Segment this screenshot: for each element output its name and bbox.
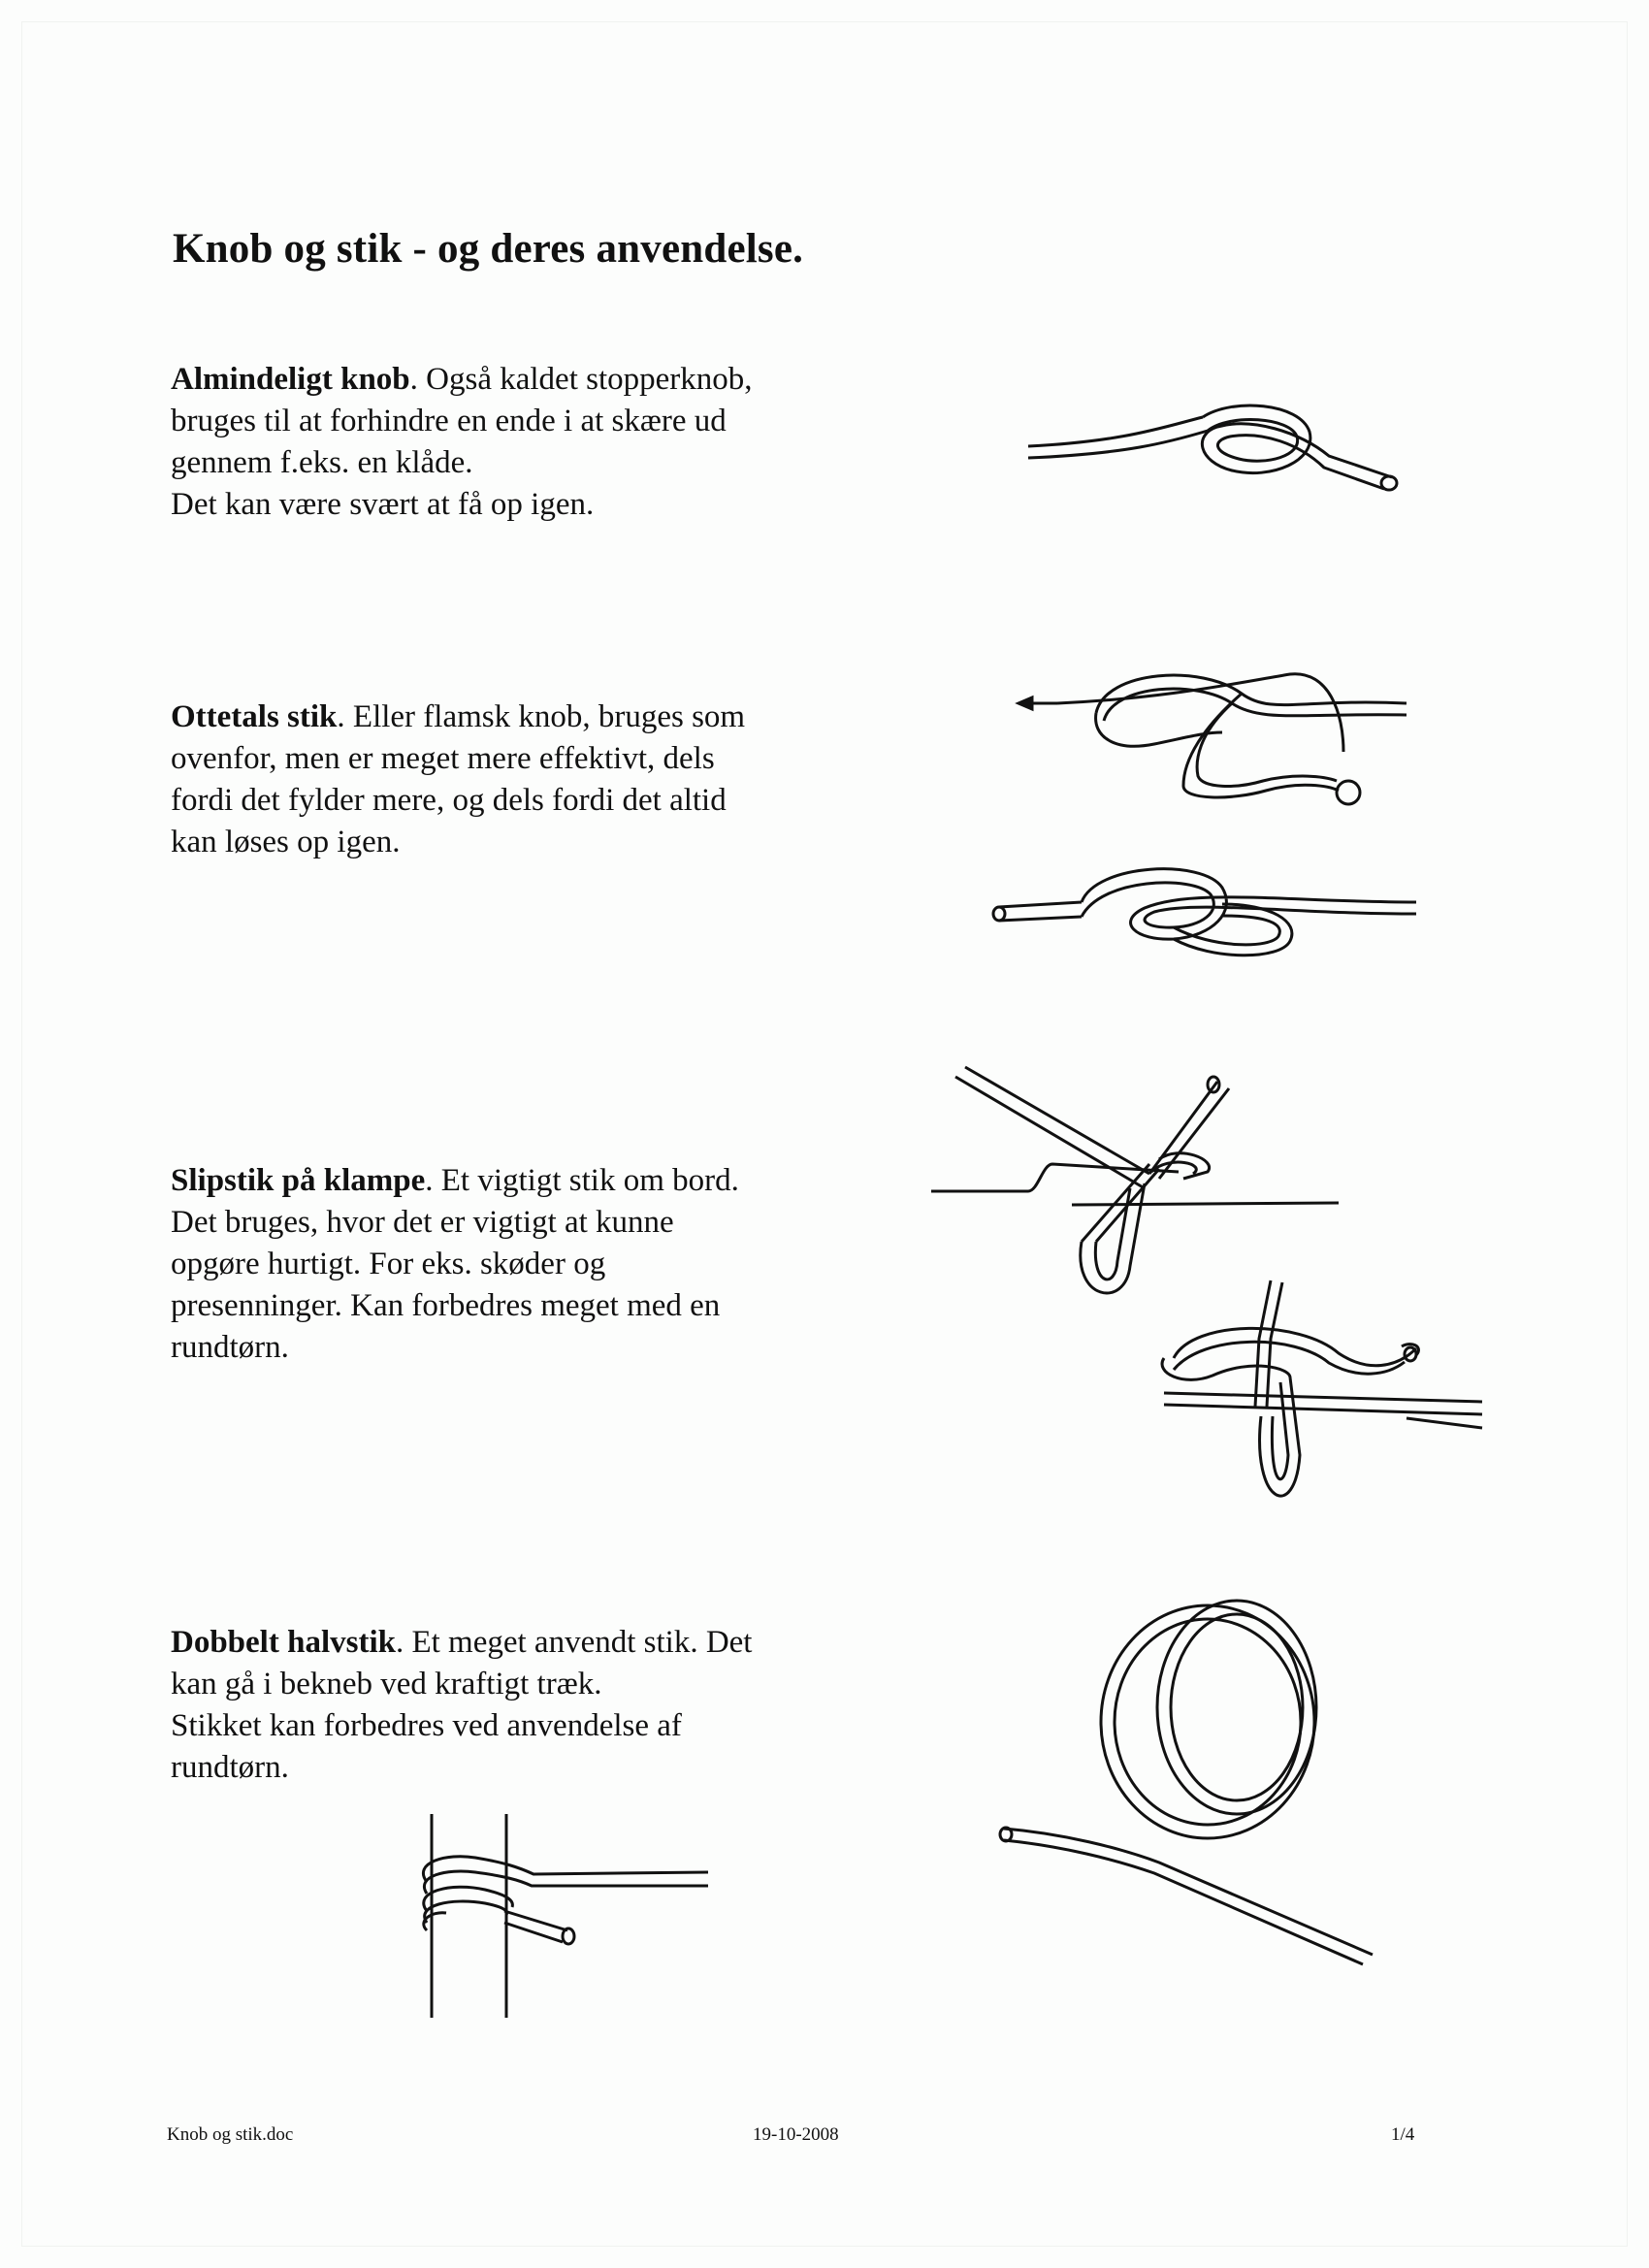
section-line: kan gå i bekneb ved kraftigt træk. bbox=[171, 1667, 602, 1701]
section-line: rundtørn. bbox=[171, 1330, 289, 1365]
section-line: . Et vigtigt stik om bord. bbox=[425, 1163, 739, 1198]
section-line: fordi det fylder mere, og dels fordi det altid bbox=[171, 783, 727, 818]
section-heading: Dobbelt halvstik bbox=[171, 1625, 396, 1660]
section-line: Stikket kan forbedres ved anvendelse af bbox=[171, 1708, 682, 1743]
section-line: opgøre hurtigt. For eks. skøder og bbox=[171, 1247, 606, 1281]
footer-date: 19-10-2008 bbox=[753, 2124, 839, 2145]
section-heading: Ottetals stik bbox=[171, 699, 338, 734]
footer-filename: Knob og stik.doc bbox=[167, 2124, 294, 2145]
section-line: Det kan være svært at få op igen. bbox=[171, 487, 595, 522]
section-line: presenninger. Kan forbedres meget med en bbox=[171, 1288, 721, 1323]
section-line: . Også kaldet stopperknob, bbox=[409, 362, 753, 397]
section-line: kan løses op igen. bbox=[171, 825, 401, 859]
footer-page-number: 1/4 bbox=[1391, 2124, 1415, 2145]
section-heading: Slipstik på klampe bbox=[171, 1163, 426, 1198]
clove-hitch-post-illustration bbox=[407, 1814, 728, 2018]
section-dobbelt-halvstik bbox=[171, 1622, 850, 1789]
section-line: bruges til at forhindre en ende i at skære ud bbox=[171, 404, 727, 438]
section-line: rundtørn. bbox=[171, 1750, 289, 1785]
section-line: Det bruges, hvor det er vigtigt at kunne bbox=[171, 1205, 674, 1240]
section-line: ovenfor, men er meget mere effektivt, dels bbox=[171, 741, 715, 776]
cleat-hitch-step-2-illustration bbox=[1135, 1261, 1494, 1523]
section-line: gennem f.eks. en klåde. bbox=[171, 445, 473, 480]
section-line: . Et meget anvendt stik. Det bbox=[395, 1625, 753, 1660]
section-line: . Eller flamsk knob, bruges som bbox=[337, 699, 746, 734]
section-heading: Almindeligt knob bbox=[171, 362, 410, 397]
figure-eight-step-1-illustration bbox=[999, 645, 1426, 820]
section-ottetals-stik bbox=[171, 697, 850, 863]
clove-hitch-loops-illustration bbox=[994, 1596, 1382, 1945]
figure-eight-step-2-illustration bbox=[980, 844, 1426, 980]
overhand-knot-illustration bbox=[1009, 388, 1416, 504]
page-title: Knob og stik - og deres anvendelse. bbox=[173, 226, 804, 272]
section-almindeligt-knob bbox=[171, 359, 850, 526]
section-slipstik-paa-klampe bbox=[171, 1160, 850, 1369]
scan-border bbox=[21, 21, 1628, 2247]
